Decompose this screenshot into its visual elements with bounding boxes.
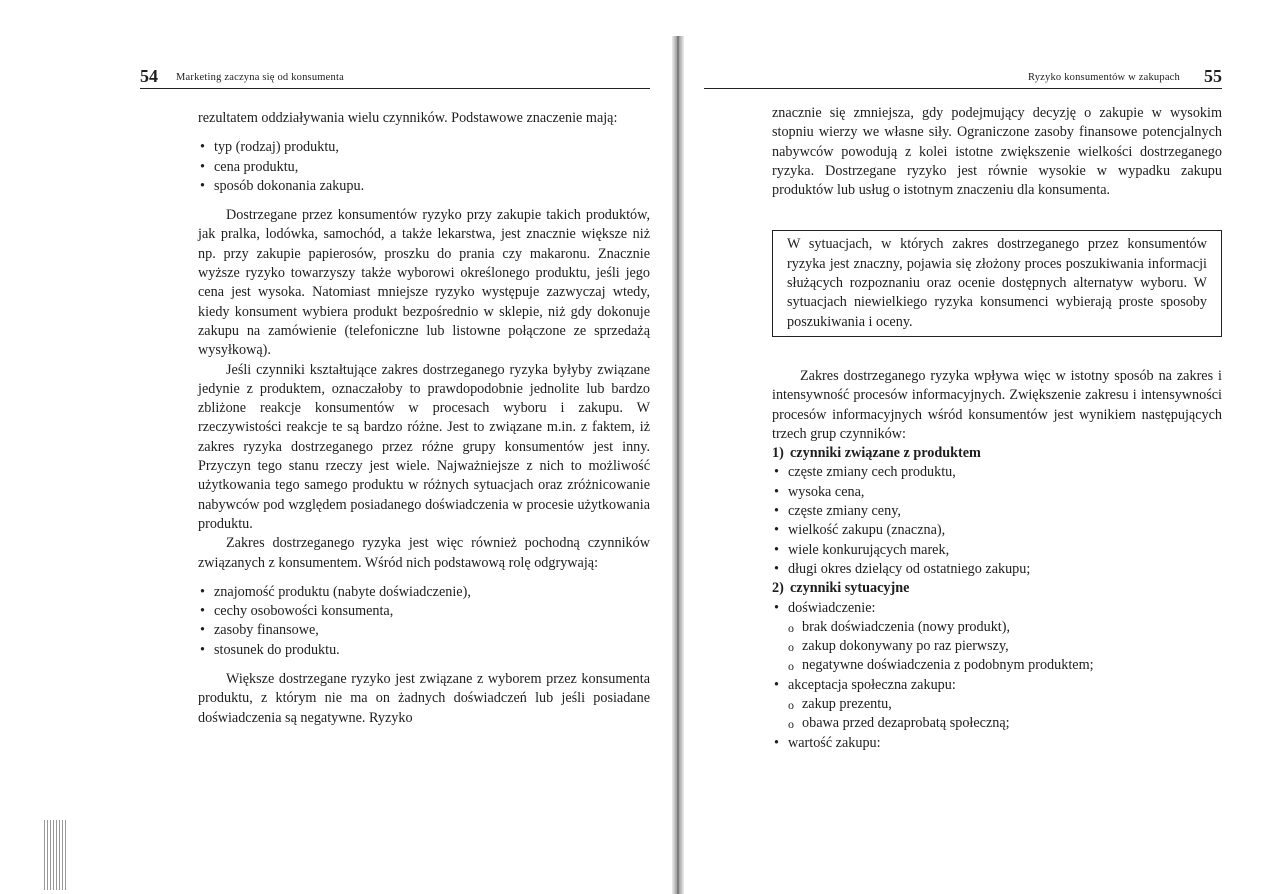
sub-list <box>788 618 1222 676</box>
paragraph: Zakres dostrzeganego ryzyka wpływa więc w istotny sposób na zakres i intensywność procesów informacyjnych. Zwiększenie zakresu i intensywności procesów informacyjnych wśród konsumentów jest wynikiem następujących trzech grup czynników: <box>772 367 1222 442</box>
group-title: czynniki związane z produktem <box>790 445 981 462</box>
sub-list-item: o brak doświadczenia (nowy produkt), <box>788 618 1222 637</box>
list-item: • wysoka cena, <box>772 483 1222 502</box>
list-item: • typ (rodzaj) produktu, <box>198 138 650 157</box>
highlight-box-text: W sytuacjach, w których zakres dostrzeganego przez konsumentów ryzyka jest znaczny, pojawia się złożony proces poszukiwania informacji służących rozpoznaniu oraz ocenie dostępnych alternatyw wyboru. W sytuacjach niewielkiego ryzyka konsumenci wybierają proste sposoby poszukiwania i oceny. <box>787 236 1207 330</box>
list-item: • wiele konkurujących marek, <box>772 541 1222 560</box>
product-factors-list <box>198 138 650 196</box>
paragraph: znacznie się zmniejsza, gdy podejmujący decyzję o zakupie w wysokim stopniu wierzy we własne siły. Ograniczone zasoby finansowe potencjalnych nabywców powodują z kolei istotne zwiększenie wielkości dostrzeganego ryzyka. Dostrzegane ryzyko jest równie wysokie w wypadku zakupu produktów lub usług o istotnym znaczeniu dla konsumenta. <box>772 105 1222 199</box>
right-page-header <box>704 66 1222 90</box>
header-rule <box>140 88 650 89</box>
list-item: • doświadczenie: o brak doświadczenia (nowy produkt), o zakup dokonywany po raz pierwszy, o negatywne doświadczenia z podobnym produktem; <box>772 599 1222 676</box>
list-item: • zasoby finansowe, <box>198 621 650 640</box>
right-page-body <box>772 104 1222 753</box>
running-head: Ryzyko konsumentów w zakupach <box>1027 72 1180 83</box>
left-page-header <box>140 66 650 90</box>
list-item: • akceptacja społeczna zakupu: o zakup prezentu, o obawa przed dezaprobatą społeczną; <box>772 676 1222 734</box>
book-gutter <box>672 36 684 894</box>
running-head: Marketing zaczyna się od konsumenta <box>176 72 344 83</box>
list-item: • znajomość produktu (nabyte doświadczenie), <box>198 583 650 602</box>
sub-list-item: o zakup prezentu, <box>788 695 1222 714</box>
situational-list <box>772 599 1222 753</box>
right-page <box>684 0 1262 894</box>
intro-paragraph: rezultatem oddziaływania wielu czynników. Podstawowe znaczenie mają: <box>198 110 618 126</box>
consumer-factors-list <box>198 583 650 660</box>
group-heading: 2) czynniki sytuacyjne <box>772 580 910 597</box>
page-number: 55 <box>1204 66 1222 86</box>
highlight-box <box>772 230 1222 336</box>
list-item: • wielkość zakupu (znaczna), <box>772 521 1222 540</box>
group-heading: 1) czynniki związane z produktem <box>772 445 981 462</box>
list-item: • częste zmiany cech produktu, <box>772 463 1222 482</box>
sub-list-item: o zakup dokonywany po raz pierwszy, <box>788 637 1222 656</box>
group-title: czynniki sytuacyjne <box>790 580 910 597</box>
sub-list <box>788 695 1222 734</box>
page-number: 54 <box>140 66 158 86</box>
sub-list-item: o negatywne doświadczenia z podobnym produktem; <box>788 656 1222 675</box>
list-item: • cechy osobowości konsumenta, <box>198 602 650 621</box>
paragraph: Dostrzegane przez konsumentów ryzyko przy zakupie takich produktów, jak pralka, lodówka, samochód, a także lekarstwa, jest znacznie większe niż np. przy zakupie papierosów, proszku do prania czy makaronu. Znacznie wyższe ryzyko towarzyszy także wyborowi określonego produktu, jeśli jego cena jest wysoka. Natomiast mniejsze ryzyko występuje zazwyczaj wtedy, kiedy konsument wybiera produkt bezpośrednio w sklepie, niż gdy dokonuje zakupu na zamówienie (telefoniczne lub listowne połączone ze sprzedażą wysyłkową). <box>198 207 650 359</box>
paragraph: Zakres dostrzeganego ryzyka jest więc również pochodną czynników związanych z konsumentem. Wśród nich podstawową rolę odgrywają: <box>198 535 650 571</box>
list-item: • stosunek do produktu. <box>198 641 650 660</box>
list-item: • długi okres dzielący od ostatniego zakupu; <box>772 560 1222 579</box>
list-item: • cena produktu, <box>198 158 650 177</box>
paragraph: Jeśli czynniki kształtujące zakres dostrzeganego ryzyka byłyby związane jedynie z produktem, oznaczałoby to prawdopodobnie jednolite lub bardzo zbliżone reakcje konsumentów w procesach wyboru i zakupu. W rzeczywistości reakcje te są bardzo różne. Jest to związane m.in. z faktem, iż zakres ryzyka dostrzeganego przez różne grupy konsumentów jest inny. Przyczyn tego stanu rzeczy jest wiele. Najważniejsze z nich to możliwość użytkowania tego samego produktu w różnych sytuacjach oraz zróżnicowanie nabywców pod względem posiadanego doświadczenia w procesie użytkowania produktu. <box>198 361 650 532</box>
paragraph: Większe dostrzegane ryzyko jest związane z wyborem przez konsumenta produktu, z którym nie ma on żadnych doświadczeń lub jeśli posiadane doświadczenia są negatywne. Ryzyko <box>198 671 650 726</box>
list-item: • sposób dokonania zakupu. <box>198 177 650 196</box>
left-page-body <box>198 109 650 728</box>
list-item: • wartość zakupu: <box>772 734 1222 753</box>
list-item: • częste zmiany ceny, <box>772 502 1222 521</box>
product-related-list <box>772 463 1222 579</box>
header-rule <box>704 88 1222 89</box>
sub-list-item: o obawa przed dezaprobatą społeczną; <box>788 714 1222 733</box>
